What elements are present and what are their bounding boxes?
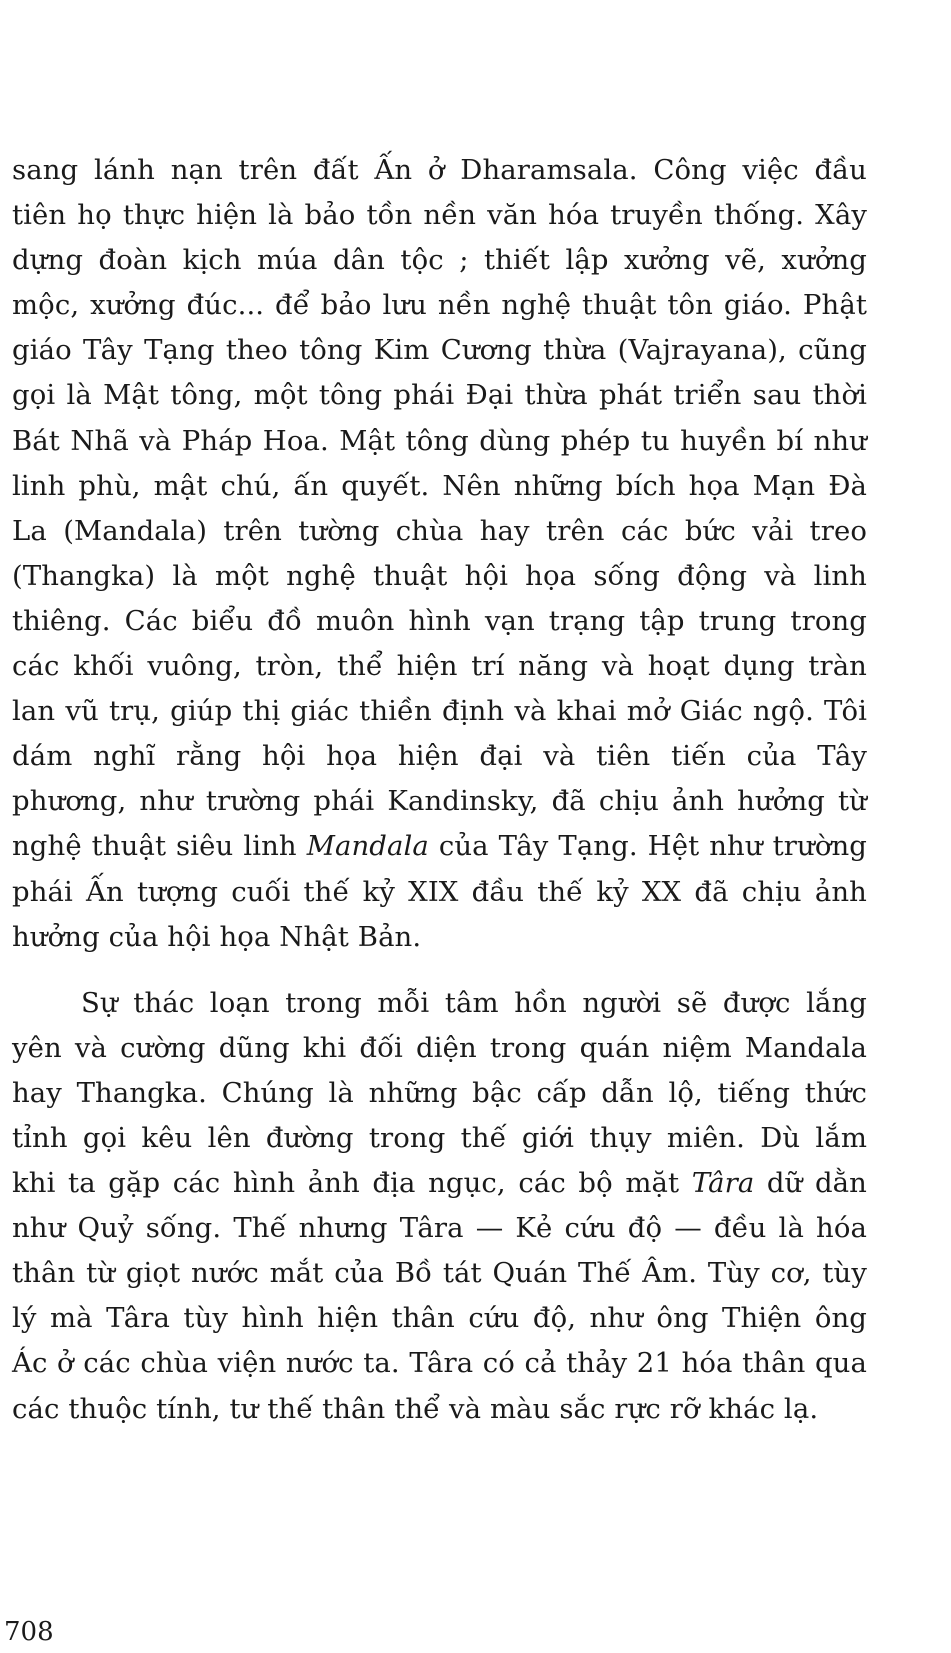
text-line: thiêng. Các biểu đồ muôn hình vạn trạng tập trung trong [12, 604, 867, 637]
text-line: mộc, xưởng đúc... để bảo lưu nền nghệ thuật tôn giáo. Phật [12, 289, 867, 322]
text-segment: khi ta gặp các hình ảnh địa ngục, các bộ mặt [12, 1167, 692, 1200]
italic-term-tara: Târa [691, 1167, 755, 1200]
paragraph-spacer [12, 960, 867, 981]
text-line: La (Mandala) trên tường chùa hay trên các bức vải treo [12, 514, 867, 547]
text-line: các khối vuông, tròn, thể hiện trí năng và hoạt dụng tràn [12, 650, 867, 683]
text-line: Ác ở các chùa viện nước ta. Târa có cả thảy 21 hóa thân qua [12, 1347, 867, 1380]
text-line: thân từ giọt nước mắt của Bồ tát Quán Thế Âm. Tùy cơ, tùy [12, 1257, 867, 1290]
text-line: hay Thangka. Chúng là những bậc cấp dẫn lộ, tiếng thức [12, 1076, 867, 1109]
text-line: tiên họ thực hiện là bảo tồn nền văn hóa truyền thống. Xây [12, 199, 867, 232]
text-line: linh phù, mật chú, ấn quyết. Nên những bích họa Mạn Đà [12, 469, 867, 502]
text-line: (Thangka) là một nghệ thuật hội họa sống động và linh [12, 559, 867, 592]
text-segment: của Tây Tạng. Hệt như trường [428, 830, 867, 863]
text-line: dám nghĩ rằng hội họa hiện đại và tiên tiến của Tây [12, 740, 867, 773]
page-number: 708 [4, 1617, 54, 1647]
text-line: giáo Tây Tạng theo tông Kim Cương thừa (Vajrayana), cũng [12, 334, 867, 367]
text-line: tỉnh gọi kêu lên đường trong thế giới thụy miên. Dù lắm [12, 1121, 867, 1154]
paragraph-2 [12, 981, 867, 1432]
italic-term-mandala: Mandala [306, 830, 429, 863]
text-line: dựng đoàn kịch múa dân tộc ; thiết lập xưởng vẽ, xưởng [12, 244, 867, 277]
body-text [12, 148, 867, 1432]
text-line: như Quỷ sống. Thế nhưng Târa — Kẻ cứu độ — đều là hóa [12, 1212, 867, 1245]
text-line: phái Ấn tượng cuối thế kỷ XIX đầu thế kỷ XX đã chịu ảnh [12, 875, 867, 908]
text-line: gọi là Mật tông, một tông phái Đại thừa phát triển sau thời [12, 379, 867, 412]
text-line: Sự thác loạn trong mỗi tâm hồn người sẽ được lắng [81, 986, 867, 1019]
text-line: lan vũ trụ, giúp thị giác thiền định và khai mở Giác ngộ. Tôi [12, 695, 867, 728]
text-line-with-italic [12, 1161, 867, 1206]
text-segment: dữ dằn [754, 1167, 867, 1200]
text-line-with-italic [12, 824, 867, 869]
text-line: các thuộc tính, tư thế thân thể và màu sắc rực rỡ khác lạ. [12, 1392, 819, 1425]
text-line: lý mà Târa tùy hình hiện thân cứu độ, như ông Thiện ông [12, 1302, 867, 1335]
text-segment: nghệ thuật siêu linh [12, 830, 307, 863]
text-line: Bát Nhã và Pháp Hoa. Mật tông dùng phép tu huyền bí như [12, 424, 867, 457]
text-line: hưởng của hội họa Nhật Bản. [12, 920, 422, 953]
text-line: phương, như trường phái Kandinsky, đã chịu ảnh hưởng từ [12, 785, 867, 818]
text-line: sang lánh nạn trên đất Ấn ở Dharamsala. Công việc đầu [12, 154, 867, 186]
text-line: yên và cường dũng khi đối diện trong quán niệm Mandala [12, 1031, 867, 1064]
paragraph-1 [12, 148, 867, 960]
